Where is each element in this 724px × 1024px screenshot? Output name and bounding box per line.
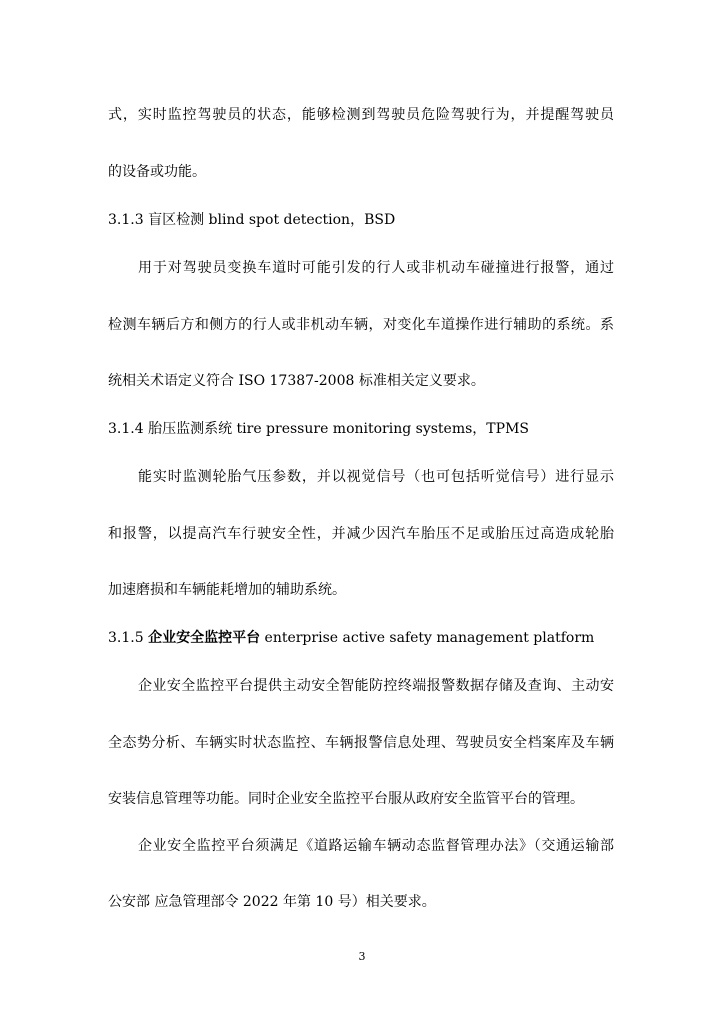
page-number: 3 [358, 950, 366, 963]
paragraph-line: 公安部 应急管理部令 2022 年第 10 号）相关要求。 [108, 894, 436, 910]
paragraph-line: 企业安全监控平台提供主动安全智能防控终端报警数据存储及查询、主动安 [138, 678, 614, 694]
paragraph-line: 全态势分析、车辆实时状态监控、车辆报警信息处理、驾驶员安全档案库及车辆 [108, 735, 614, 751]
paragraph-line: 能实时监测轮胎气压参数，并以视觉信号（也可包括听觉信号）进行显示 [138, 469, 614, 485]
paragraph-line: 企业安全监控平台须满足《道路运输车辆动态监督管理办法》（交通运输部 [138, 838, 614, 854]
paragraph-line: 用于对驾驶员变换车道时可能引发的行人或非机动车碰撞进行报警，通过 [138, 260, 614, 276]
paragraph-line: 的设备或功能。 [108, 164, 206, 180]
section-heading-3-1-3: 3.1.3 盲区检测 blind spot detection，BSD [108, 212, 396, 228]
paragraph-line: 式，实时监控驾驶员的状态，能够检测到驾驶员危险驾驶行为，并提醒驾驶员 [108, 107, 614, 123]
paragraph-line: 统相关术语定义符合 ISO 17387-2008 标准相关定义要求。 [108, 373, 485, 389]
section-heading-3-1-4: 3.1.4 胎压监测系统 tire pressure monitoring systems，TPMS [108, 421, 529, 437]
paragraph-line: 安装信息管理等功能。同时企业安全监控平台服从政府安全监管平台的管理。 [108, 791, 584, 807]
paragraph-line: 和报警，以提高汽车行驶安全性，并减少因汽车胎压不足或胎压过高造成轮胎 [108, 526, 614, 542]
heading-term-en: enterprise active safety management platform [264, 630, 595, 646]
heading-term-cn: 企业安全监控平台 [148, 630, 261, 646]
heading-number: 3.1.5 [108, 630, 144, 646]
paragraph-line: 检测车辆后方和侧方的行人或非机动车辆，对变化车道操作进行辅助的系统。系 [108, 317, 614, 333]
section-heading-3-1-5 [108, 629, 594, 647]
paragraph-line: 加速磨损和车辆能耗增加的辅助系统。 [108, 582, 346, 598]
